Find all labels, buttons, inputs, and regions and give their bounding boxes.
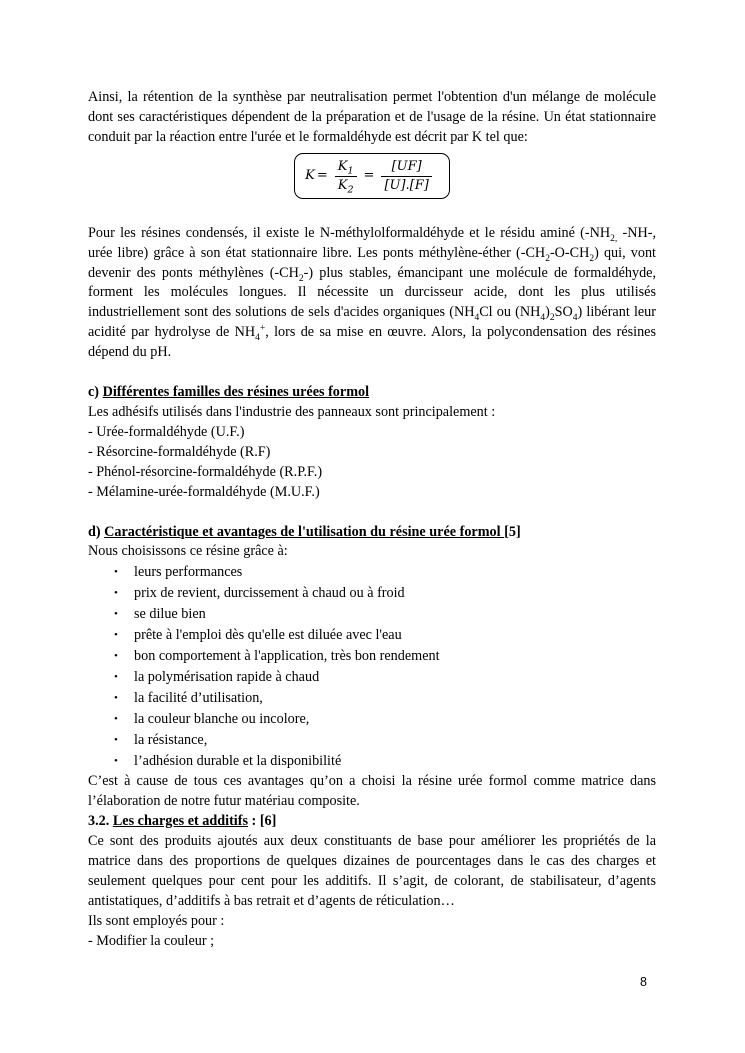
list-item: • la couleur blanche ou incolore, [88,709,656,730]
formula-equals-1: = [316,168,328,184]
section-d-conclusion: C’est à cause de tous ces avantages qu’on a choisi la résine urée formol comme matrice dans l’élaboration de notre futur matériau composite. [88,773,656,810]
section-32-paragraph: Ce sont des produits ajoutés aux deux constituants de base pour améliorer les propriétés de la matrice dans des proportions de quelques dizaines de pourcentages dans le cas des charges et seulement quelques pour cent pour les additifs. Il s’agit, de colorant, de stabilisateur, d’agents antistatiques, d’additifs à bas retrait et d’agents de réticulation… [88,833,656,909]
page-number: 8 [640,975,647,989]
section-c-intro: Les adhésifs utilisés dans l'industrie des panneaux sont principalement : [88,403,496,420]
bullet-icon: • [114,692,118,705]
section-32-used-for: Ils sont employés pour : [88,912,225,929]
adhesive-item: - Mélamine-urée-formaldéhyde (M.U.F.) [88,483,320,500]
advantages-list [88,562,656,772]
bullet-icon: • [114,629,118,642]
intro-paragraph: Ainsi, la rétention de la synthèse par neutralisation permet l'obtention d'un mélange de molécule dont ses caractéristiques dépendent de la préparation et de l'usage de la résine. Un état stationnaire conduit par la réaction entre l'urée et le formaldéhyde est décrit par K tel que: [88,89,656,145]
bullet-icon: • [114,566,118,579]
list-item: • la polymérisation rapide à chaud [88,667,656,688]
section-d-ref: [5] [504,523,521,540]
frac1-numerator-sub: 1 [347,165,354,177]
bullet-icon: • [114,671,118,684]
section-d-title: Caractéristique et avantages de l'utilisation du résine urée formol [104,523,505,540]
frac1-denominator-sub: 2 [347,184,354,196]
bullet-icon: • [114,650,118,663]
adhesive-item: - Urée-formaldéhyde (U.F.) [88,423,245,440]
document-page [88,88,656,951]
bullet-icon: • [114,608,118,621]
frac2-numerator: [UF] [391,158,422,174]
section-c-title: Différentes familles des résines urées formol [102,384,370,401]
formula-lhs: K [305,168,315,184]
list-item: • la résistance, [88,730,656,751]
formula-box [294,153,450,199]
section-32-title: Les charges et additifs [112,813,248,830]
list-item: • leurs performances [88,562,656,583]
formula-equals-2: = [363,168,375,184]
list-item: • se dilue bien [88,604,656,625]
list-item: • la facilité d’utilisation, [88,688,656,709]
usage-item: - Modifier la couleur ; [88,932,215,949]
adhesive-item: - Résorcine-formaldéhyde (R.F) [88,443,271,460]
list-item: • prête à l'emploi dès qu'elle est diluée avec l'eau [88,625,656,646]
frac2-denominator: [U].[F] [381,176,431,195]
list-item: • bon comportement à l'application, très bon rendement [88,646,656,667]
bullet-icon: • [114,755,118,768]
fraction-k1-k2 [335,158,357,195]
frac1-numerator: K [337,158,348,174]
section-32-heading: 3.2. Les charges et additifs : [6] [88,813,277,830]
section-32-ref: : [6] [248,813,277,830]
equilibrium-formula [88,153,656,199]
bullet-icon: • [114,587,118,600]
section-c-heading: c) Différentes familles des résines urées formol [88,384,370,401]
section-d-intro: Nous choisissons ce résine grâce à: [88,543,288,560]
fraction-concentrations [381,158,431,195]
resins-paragraph: Pour les résines condensés, il existe le N-méthylolformaldéhyde et le résidu aminé ($-NH_{2,}$ -NH-, urée libre) grâce à son état stationnaire libre. Les ponts méthylène-éther $(-CH_2-O-CH_2)$ qui, vont devenir des ponts méthylènes $(-CH_2-)$ plus stables, émancipant une molécule de formaldéhyde, forment les molécules longues. Il nécessite un durcisseur acide, dont les plus utilisés industriellement sont des solutions de sels d'acides organiques ($NH_4Cl$ ou $(NH_4)_2SO_4$) libérant leur acidité par hydrolyse de $NH_4^+$, lors de sa mise en œuvre. Alors, la polycondensation des résines dépend du pH. [88,224,657,361]
frac1-denominator: K [337,177,348,193]
section-d-heading: d) Caractéristique et avantages de l'utilisation du résine urée formol [5] [88,523,521,540]
list-item: • prix de revient, durcissement à chaud ou à froid [88,583,656,604]
bullet-icon: • [114,734,118,747]
bullet-icon: • [114,713,118,726]
list-item: • l’adhésion durable et la disponibilité [88,751,656,772]
adhesive-item: - Phénol-résorcine-formaldéhyde (R.P.F.) [88,463,323,480]
